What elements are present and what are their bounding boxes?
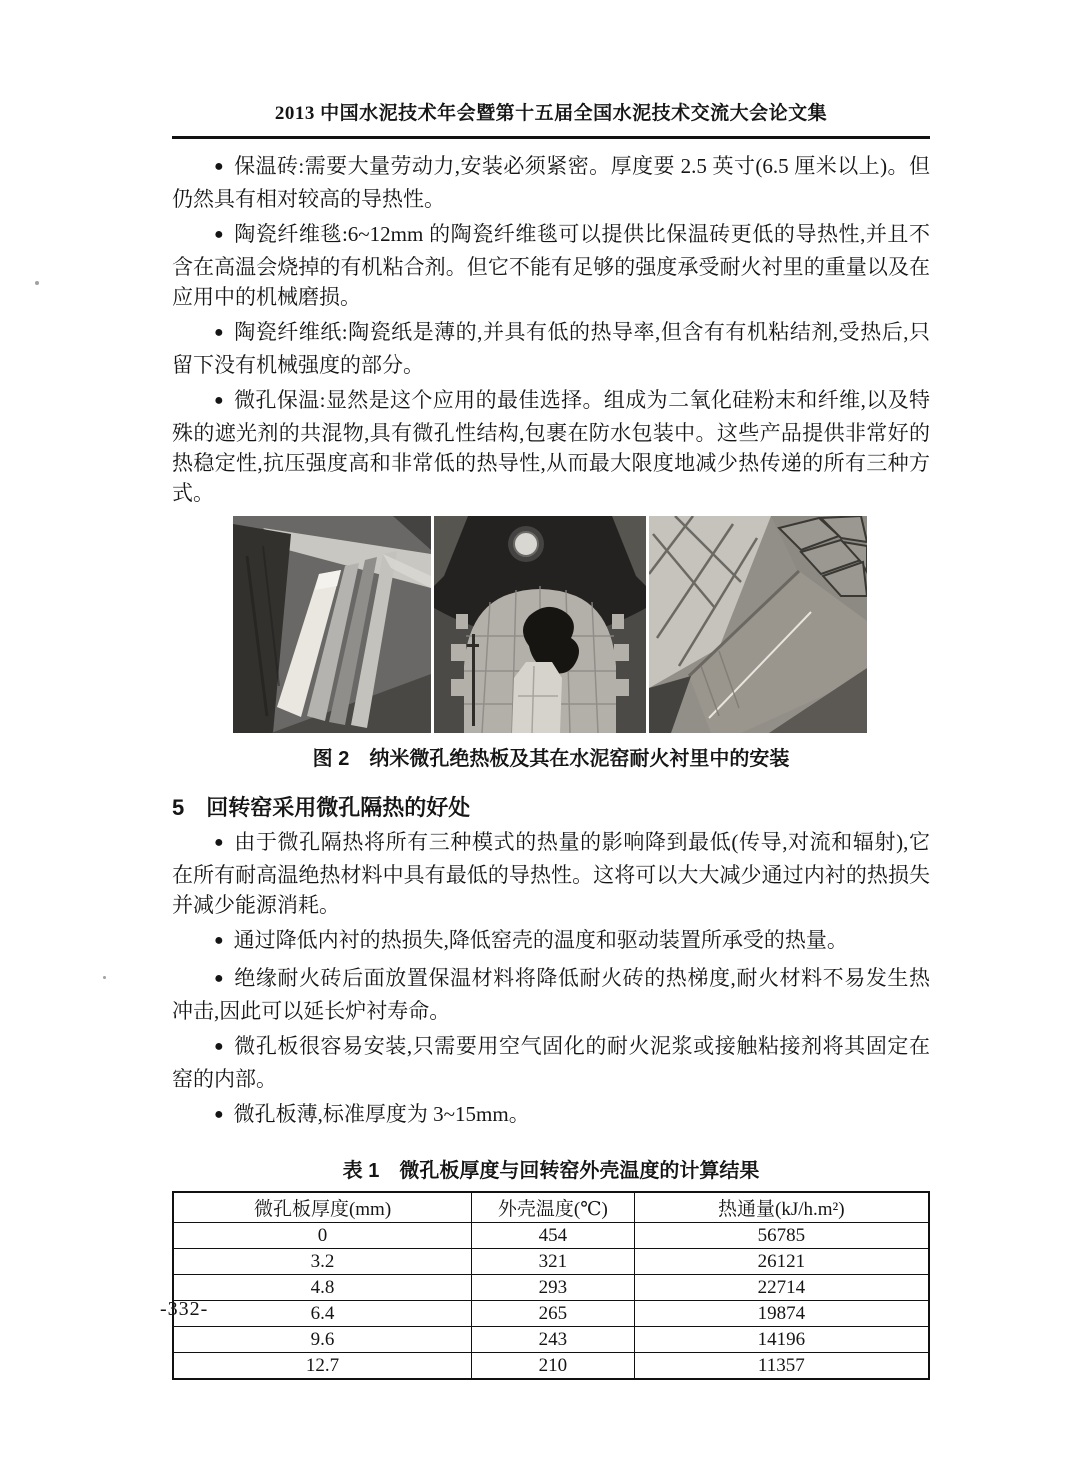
table-1: [172, 1191, 930, 1380]
table-row: [173, 1301, 929, 1327]
paragraph-benefit-thermal-gradient: [172, 963, 930, 1026]
cell-thickness: 4.8: [173, 1275, 472, 1301]
bullet-icon: ●: [214, 932, 224, 949]
proceedings-header-title: 2013 中国水泥技术年会暨第十五届全国水泥技术交流大会论文集: [274, 103, 828, 124]
header-rule: [172, 136, 930, 139]
cell-heat-flux: 26121: [634, 1249, 929, 1275]
cell-heat-flux: 22714: [634, 1275, 929, 1301]
paragraph-text: 微孔保温:显然是这个应用的最佳选择。组成为二氧化硅粉末和纤维,以及特殊的遮光剂的共混物,具有微孔性结构,包裹在防水包装中。这些产品提供非常好的热稳定性,抗压强度高和非常低的热导性,从而最大限度地减少热传递的所有三种方式。: [172, 388, 930, 505]
cell-heat-flux: 14196: [634, 1327, 929, 1353]
paragraph-text: 由于微孔隔热将所有三种模式的热量的影响降到最低(传导,对流和辐射),它在所有耐高温绝热材料中具有最低的导热性。这将可以大大减少通过内衬的热损失并减少能源消耗。: [172, 830, 930, 917]
table-row: [173, 1275, 929, 1301]
bullet-icon: ●: [214, 1106, 224, 1123]
paragraph-insulating-brick: [172, 151, 930, 214]
cell-heat-flux: 56785: [634, 1223, 929, 1249]
page-content: [172, 0, 930, 1380]
col-header-heat-flux: 热通量(kJ/h.m²): [634, 1192, 929, 1223]
paragraph-benefit-thin-board: [172, 1099, 930, 1132]
paragraph-microporous-insulation: [172, 385, 930, 508]
bullet-icon: ●: [214, 324, 225, 341]
cell-temperature: 243: [472, 1327, 635, 1353]
cell-thickness: 3.2: [173, 1249, 472, 1275]
paragraph-ceramic-fiber-blanket: [172, 219, 930, 312]
cell-thickness: 0: [173, 1223, 472, 1249]
paragraph-text: 微孔板很容易安装,只需要用空气固化的耐火泥浆或接触粘接剂将其固定在窑的内部。: [172, 1034, 930, 1091]
paragraph-text: 保温砖:需要大量劳动力,安装必须紧密。厚度要 2.5 英寸(6.5 厘米以上)。但仍然具有相对较高的导热性。: [172, 154, 930, 211]
figure-2-photo-strip: [233, 516, 930, 733]
bullet-icon: ●: [214, 970, 225, 987]
cell-thickness: 12.7: [173, 1353, 472, 1380]
body-text: [172, 151, 930, 1380]
bullet-icon: ●: [214, 392, 225, 409]
cell-thickness: 9.6: [173, 1327, 472, 1353]
scan-speck: [103, 976, 106, 979]
paragraph-text: 陶瓷纤维纸:陶瓷纸是薄的,并具有低的热导率,但含有有机粘结剂,受热后,只留下没有机械强度的部分。: [172, 320, 930, 377]
paragraph-benefit-shell-temperature: [172, 925, 930, 958]
photo-refractory-lining: [649, 516, 867, 733]
paragraph-ceramic-fiber-paper: [172, 317, 930, 380]
cell-temperature: 265: [472, 1301, 635, 1327]
bullet-icon: ●: [214, 226, 225, 243]
table-row: [173, 1353, 929, 1380]
paragraph-text: 陶瓷纤维毯:6~12mm 的陶瓷纤维毯可以提供比保温砖更低的导热性,并且不含在高温会烧掉的有机粘合剂。但它不能有足够的强度承受耐火衬里的重量以及在应用中的机械磨损。: [172, 222, 930, 309]
bullet-icon: ●: [214, 1038, 225, 1055]
col-header-board-thickness: 微孔板厚度(mm): [173, 1192, 472, 1223]
table-row: [173, 1223, 929, 1249]
cell-temperature: 454: [472, 1223, 635, 1249]
table-row: [173, 1249, 929, 1275]
paragraph-text: 通过降低内衬的热损失,降低窑壳的温度和驱动装置所承受的热量。: [233, 928, 848, 952]
figure-2-caption: 图 2 纳米微孔绝热板及其在水泥窑耐火衬里中的安装: [312, 748, 790, 770]
bullet-icon: ●: [214, 834, 225, 851]
bullet-icon: ●: [214, 158, 225, 175]
paragraph-text: 微孔板薄,标准厚度为 3~15mm。: [233, 1102, 530, 1126]
photo-kiln-interior-installation: [434, 516, 646, 733]
cell-heat-flux: 19874: [634, 1301, 929, 1327]
cell-temperature: 210: [472, 1353, 635, 1380]
table-1-title: 表 1 微孔板厚度与回转窑外壳温度的计算结果: [342, 1160, 760, 1182]
cell-temperature: 293: [472, 1275, 635, 1301]
paragraph-text: 绝缘耐火砖后面放置保温材料将降低耐火砖的热梯度,耐火材料不易发生热冲击,因此可以延长炉衬寿命。: [172, 966, 930, 1023]
cell-temperature: 321: [472, 1249, 635, 1275]
col-header-shell-temperature: 外壳温度(℃): [472, 1192, 635, 1223]
paragraph-benefit-easy-install: [172, 1031, 930, 1094]
photo-microporous-boards: [233, 516, 431, 733]
section-5-heading: 5 回转窑采用微孔隔热的好处: [172, 795, 471, 820]
paragraph-benefit-conductivity: [172, 827, 930, 920]
table-header-row: [173, 1192, 929, 1223]
scan-speck: [35, 281, 39, 285]
cell-heat-flux: 11357: [634, 1353, 929, 1380]
table-row: [173, 1327, 929, 1353]
page-number: -332-: [160, 1298, 209, 1320]
cell-thickness: 6.4: [173, 1301, 472, 1327]
